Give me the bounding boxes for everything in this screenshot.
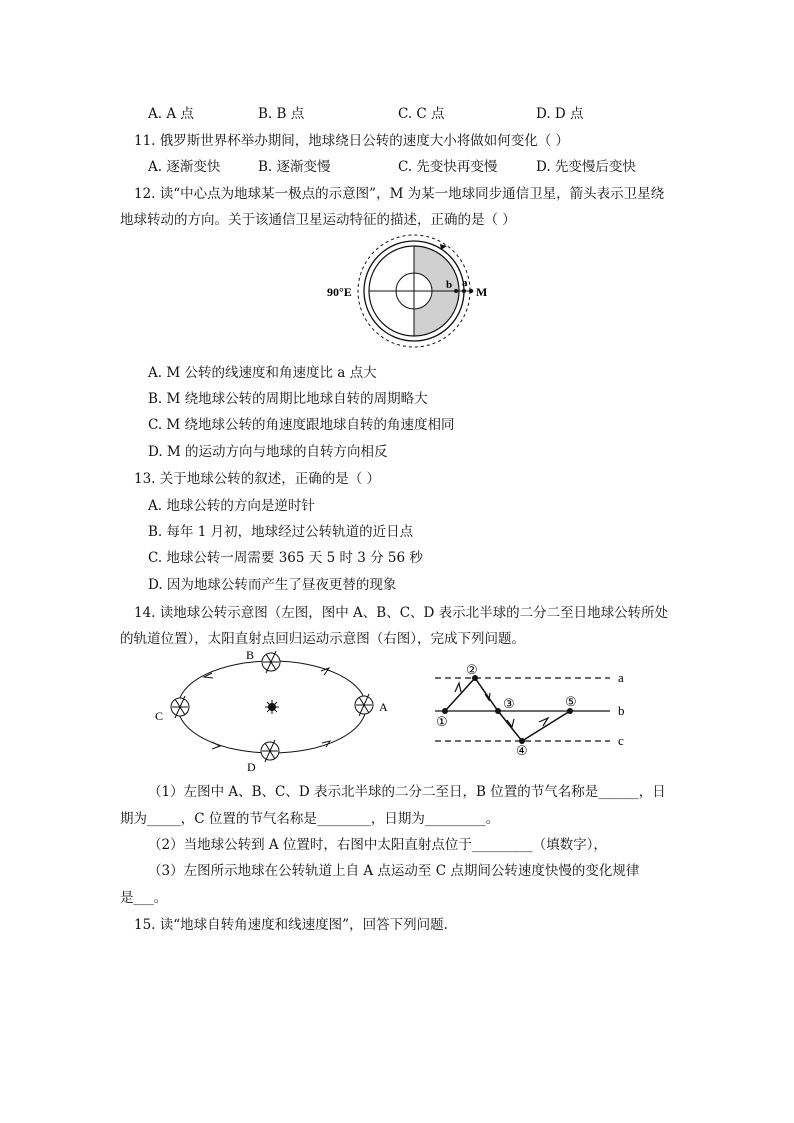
q15-stem: 15. 读“地球自转角速度和线速度图”，回答下列问题.: [134, 917, 448, 933]
q11-option-d: D. 先变慢后变快: [536, 159, 636, 175]
earth-c-icon: [171, 696, 189, 718]
q13-option-a: A. 地球公转的方向是逆时针: [148, 498, 315, 514]
label-a: a: [462, 277, 468, 289]
q12-option-a: A. M 公转的线速度和角速度比 a 点大: [148, 365, 377, 381]
q14-sub1-line1: （1）左图中 A、B、C、D 表示北半球的二分二至日，B 位置的节气名称是______，日: [148, 784, 666, 800]
q10-option-d: D. D 点: [536, 106, 584, 122]
label-90e: 90°E: [327, 285, 352, 299]
label-line-c: c: [618, 733, 624, 748]
orbit-arrow-icon: [321, 668, 329, 675]
point-b-dot: [454, 289, 458, 293]
q11-stem: 11. 俄罗斯世界杯举办期间，地球绕日公转的速度大小将做如何变化（ ）: [134, 133, 570, 149]
q14-migration-figure: [425, 656, 640, 756]
q14-sub1-line2: 期为_____，C 位置的节气名称是________，日期为_________。: [120, 811, 500, 827]
label-point-4: ④: [516, 743, 528, 756]
q12-stem-line1: 12. 读“中心点为地球某一极点的示意图”，M 为某一地球同步通信卫星，箭头表示卫星绕: [134, 186, 665, 202]
label-pos-a: A: [379, 700, 388, 714]
label-pos-b: B: [246, 648, 255, 662]
earth-a-icon: [355, 694, 373, 716]
q12-polar-figure: [320, 233, 500, 353]
label-point-1: ①: [436, 714, 448, 729]
label-pos-d: D: [247, 760, 256, 774]
label-line-a: a: [618, 670, 624, 685]
q11-option-a: A. 逐渐变快: [148, 159, 221, 175]
label-line-b: b: [618, 703, 625, 718]
q12-option-c: C. M 绕地球公转的角速度跟地球自转的角速度相同: [148, 417, 455, 433]
q11-option-b: B. 逐渐变慢: [258, 159, 331, 175]
point-3-dot: [495, 708, 501, 714]
q12-option-d: D. M 的运动方向与地球的自转方向相反: [148, 444, 388, 460]
q14-sub3-line1: （3）左图所示地球在公转轨道上自 A 点运动至 C 点期间公转速度快慢的变化规律: [148, 863, 640, 879]
path-arrow-icon: [455, 683, 461, 692]
label-pos-c: C: [155, 709, 164, 723]
sun-icon: [265, 700, 279, 714]
q13-option-b: B. 每年 1 月初，地球经过公转轨道的近日点: [148, 524, 414, 540]
label-point-2: ②: [466, 662, 478, 677]
label-point-3: ③: [503, 696, 515, 711]
q14-stem-line1: 14. 读地球公转示意图（左图，图中 A、B、C、D 表示北半球的二分二至日地球公转所处: [134, 605, 669, 621]
q14-revolution-figure: [150, 645, 400, 777]
q10-option-a: A. A 点: [148, 106, 194, 122]
label-point-5: ⑤: [565, 694, 577, 709]
point-a-dot: [462, 289, 466, 293]
q10-option-b: B. B 点: [258, 106, 305, 122]
q12-option-b: B. M 绕地球公转的周期比地球自转的周期略大: [148, 391, 428, 407]
q14-sub3-line2: 是___。: [120, 890, 168, 906]
label-b: b: [446, 279, 453, 291]
q13-option-d: D. 因为地球公转而产生了昼夜更替的现象: [148, 577, 397, 593]
q12-stem-line2: 地球转动的方向。关于该通信卫星运动特征的描述，正确的是（ ）: [120, 212, 516, 228]
point-m-dot: [469, 289, 473, 293]
earth-b-icon: [262, 651, 280, 673]
q10-option-c: C. C 点: [398, 106, 445, 122]
q14-stem-line2: 的轨道位置），太阳直射点回归运动示意图（右图），完成下列问题。: [120, 631, 525, 647]
earth-d-icon: [261, 740, 279, 762]
orbit-arrow-icon: [204, 673, 213, 678]
orbit-arrow-icon: [440, 244, 447, 250]
label-m: M: [476, 285, 488, 299]
q13-stem: 13. 关于地球公转的叙述，正确的是（ ）: [134, 471, 381, 487]
orbit-arrow-icon: [212, 742, 220, 749]
q14-sub2: （2）当地球公转到 A 位置时，右图中太阳直射点位于_________（填数字），: [148, 837, 607, 853]
q13-option-c: C. 地球公转一周需要 365 天 5 时 3 分 56 秒: [148, 550, 423, 566]
q11-option-c: C. 先变快再变慢: [398, 159, 498, 175]
